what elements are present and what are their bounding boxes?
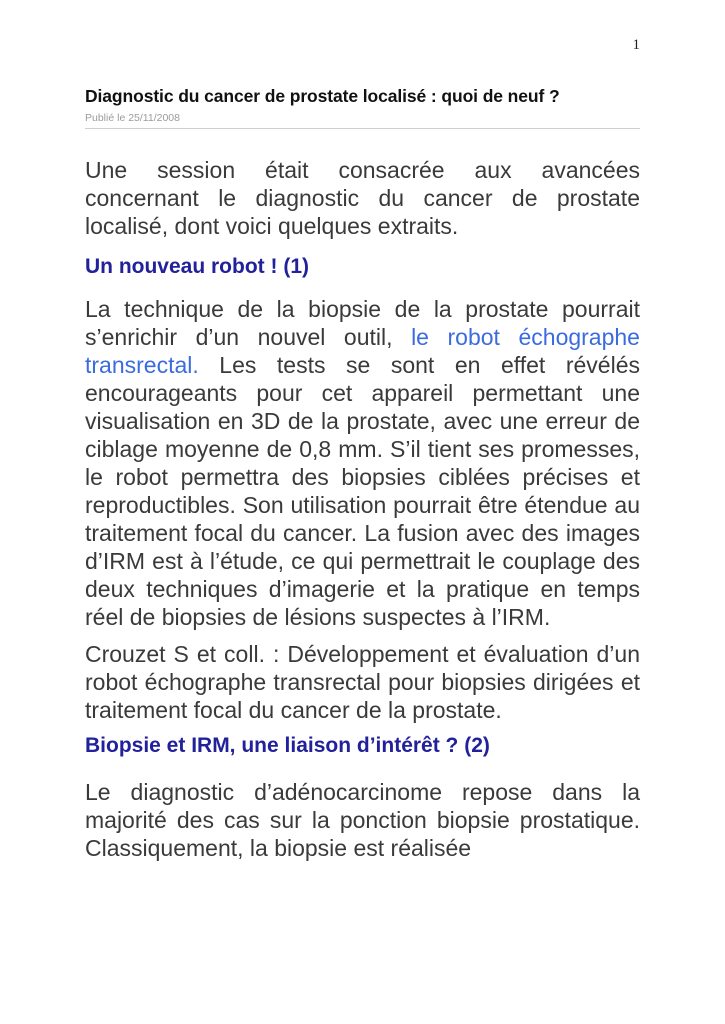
article-title: Diagnostic du cancer de prostate localisé : quoi de neuf ? [85, 86, 560, 106]
robot-echographe-link[interactable]: le robot échographe transrectal. [85, 324, 640, 378]
section1-reference-paragraph: Crouzet S et coll. : Développement et évaluation d’un robot échographe transrectal pour biopsies dirigées et traitement focal du cancer de la prostate. [85, 641, 640, 723]
section2-heading: Biopsie et IRM, une liaison d’intérêt ? (2) [85, 734, 490, 757]
section2-paragraph: Le diagnostic d’adénocarcinome repose dans la majorité des cas sur la ponction biopsie prostatique. Classiquement, la biopsie est réalisée [85, 779, 640, 861]
section1-paragraph [85, 295, 640, 631]
section1-text-after-link: Les tests se sont en effet révélés encourageants pour cet appareil permettant une visualisation en 3D de la prostate, avec une erreur de ciblage moyenne de 0,8 mm. S’il tient ses promesses, le robot permettra des biopsies ciblées précises et reproductibles. Son utilisation pourrait être étendue au traitement focal du cancer. La fusion avec des images d’IRM est à l’étude, ce qui permettrait le couplage des deux techniques d’imagerie et la pratique en temps réel de biopsies de lésions suspectes à l’IRM. [85, 352, 640, 630]
section1-text-before-link: La technique de la biopsie de la prostate pourrait s’enrichir d’un nouvel outil, [85, 296, 640, 350]
published-date: Publié le 25/11/2008 [85, 112, 640, 129]
intro-paragraph: Une session était consacrée aux avancées concernant le diagnostic du cancer de prostate localisé, dont voici quelques extraits. [85, 157, 640, 239]
section1-heading: Un nouveau robot ! (1) [85, 255, 309, 278]
page-number: 1 [632, 37, 640, 53]
